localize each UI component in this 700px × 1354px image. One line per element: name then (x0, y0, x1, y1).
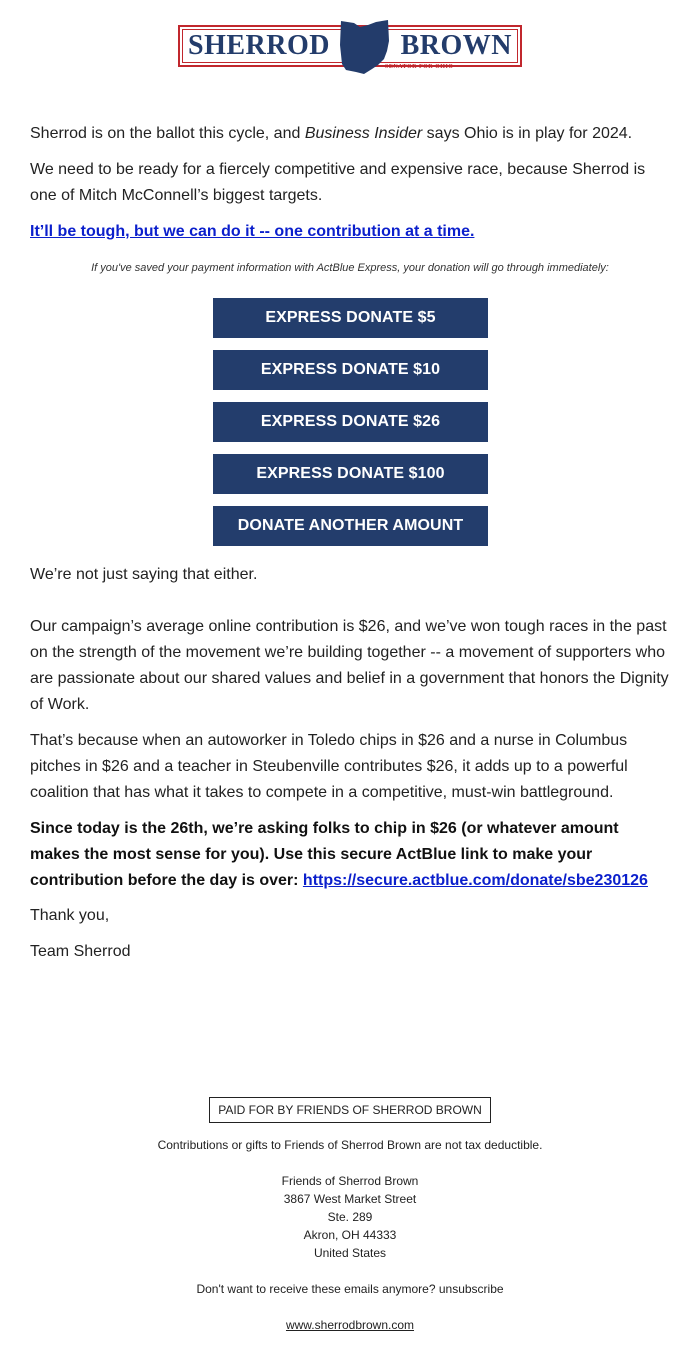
p6-line2: makes the most sense for you). Use this secure ActBlue link to make your (30, 846, 593, 863)
unsubscribe-text[interactable]: Don't want to receive these emails anymore? unsubscribe (196, 1282, 504, 1296)
paragraph-average-contribution (30, 614, 670, 718)
logo-word-brown: BROWN (400, 30, 512, 61)
donate-another-amount-button[interactable]: DONATE ANOTHER AMOUNT (213, 506, 488, 546)
p6-line3-text: contribution before the day is over: (30, 872, 303, 889)
address-line-5: United States (313, 1246, 387, 1260)
tough-contribution-link[interactable]: It’ll be tough, but we can do it -- one contribution at a time. (30, 223, 475, 240)
website-footer (0, 1316, 700, 1334)
paragraph-intro (30, 121, 670, 147)
tax-deductible-note: Contributions or gifts to Friends of Sherrod Brown are not tax deductible. (157, 1138, 543, 1152)
p1-after: says Ohio is in play for 2024. (422, 125, 633, 142)
p1-before: Sherrod is on the ballot this cycle, and (30, 125, 305, 142)
paragraph-race (30, 157, 670, 209)
signoff-text: Team Sherrod (30, 943, 131, 960)
p5-line3: coalition that has what it takes to compete in a competitive, must-win battleground. (30, 784, 614, 801)
address-line-4: Akron, OH 44333 (303, 1228, 397, 1242)
p4-line4: of Work. (30, 696, 90, 713)
actblue-donate-link[interactable]: https://secure.actblue.com/donate/sbe230126 (302, 872, 648, 889)
express-donate-10-button[interactable]: EXPRESS DONATE $10 (213, 350, 488, 390)
p1-publication: Business Insider (304, 125, 423, 142)
paragraph-link (30, 219, 670, 245)
address-line-2: 3867 West Market Street (283, 1192, 417, 1206)
p5-line1: That’s because when an autoworker in Toledo chips in $26 and a nurse in Columbus (30, 732, 628, 749)
p4-line3: are passionate about our shared values and belief in a government that honors the Dignity (30, 670, 669, 687)
express-donate-100-button[interactable]: EXPRESS DONATE $100 (213, 454, 488, 494)
express-donate-26-button[interactable]: EXPRESS DONATE $26 (213, 402, 488, 442)
logo-word-sherrod: SHERROD (188, 30, 330, 61)
p2-line2: one of Mitch McConnell’s biggest targets. (30, 187, 323, 204)
p6-line1: Since today is the 26th, we’re asking folks to chip in $26 (or whatever amount (30, 820, 619, 837)
mailing-address (0, 1172, 700, 1262)
paragraph-ask (30, 816, 670, 894)
website-link[interactable]: www.sherrodbrown.com (285, 1318, 415, 1332)
address-line-1: Friends of Sherrod Brown (281, 1174, 419, 1188)
paid-for-disclaimer: PAID FOR BY FRIENDS OF SHERROD BROWN (209, 1097, 491, 1123)
p4-line2: on the strength of the movement we’re building together -- a movement of supporters who (30, 644, 666, 661)
paragraph-coalition (30, 728, 670, 806)
ohio-state-icon (338, 19, 391, 76)
address-line-3: Ste. 289 (327, 1210, 373, 1224)
logo-tagline: SENATOR FOR OHIO (385, 64, 454, 70)
thank-you-text: Thank you, (30, 907, 110, 924)
p4-line1: Our campaign’s average online contribution is $26, and we’ve won tough races in the past (30, 618, 667, 635)
p6-line3 (30, 868, 670, 894)
p2-line1: We need to be ready for a fiercely competitive and expensive race, because Sherrod is (30, 161, 646, 178)
express-note: If you've saved your payment information with ActBlue Express, your donation will go through immediately: (91, 262, 609, 274)
paragraph-not-saying: We’re not just saying that either. (30, 566, 258, 583)
p5-line2: pitches in $26 and a teacher in Steubenville contributes $26, it adds up to a powerful (30, 758, 628, 775)
express-donate-5-button[interactable]: EXPRESS DONATE $5 (213, 298, 488, 338)
